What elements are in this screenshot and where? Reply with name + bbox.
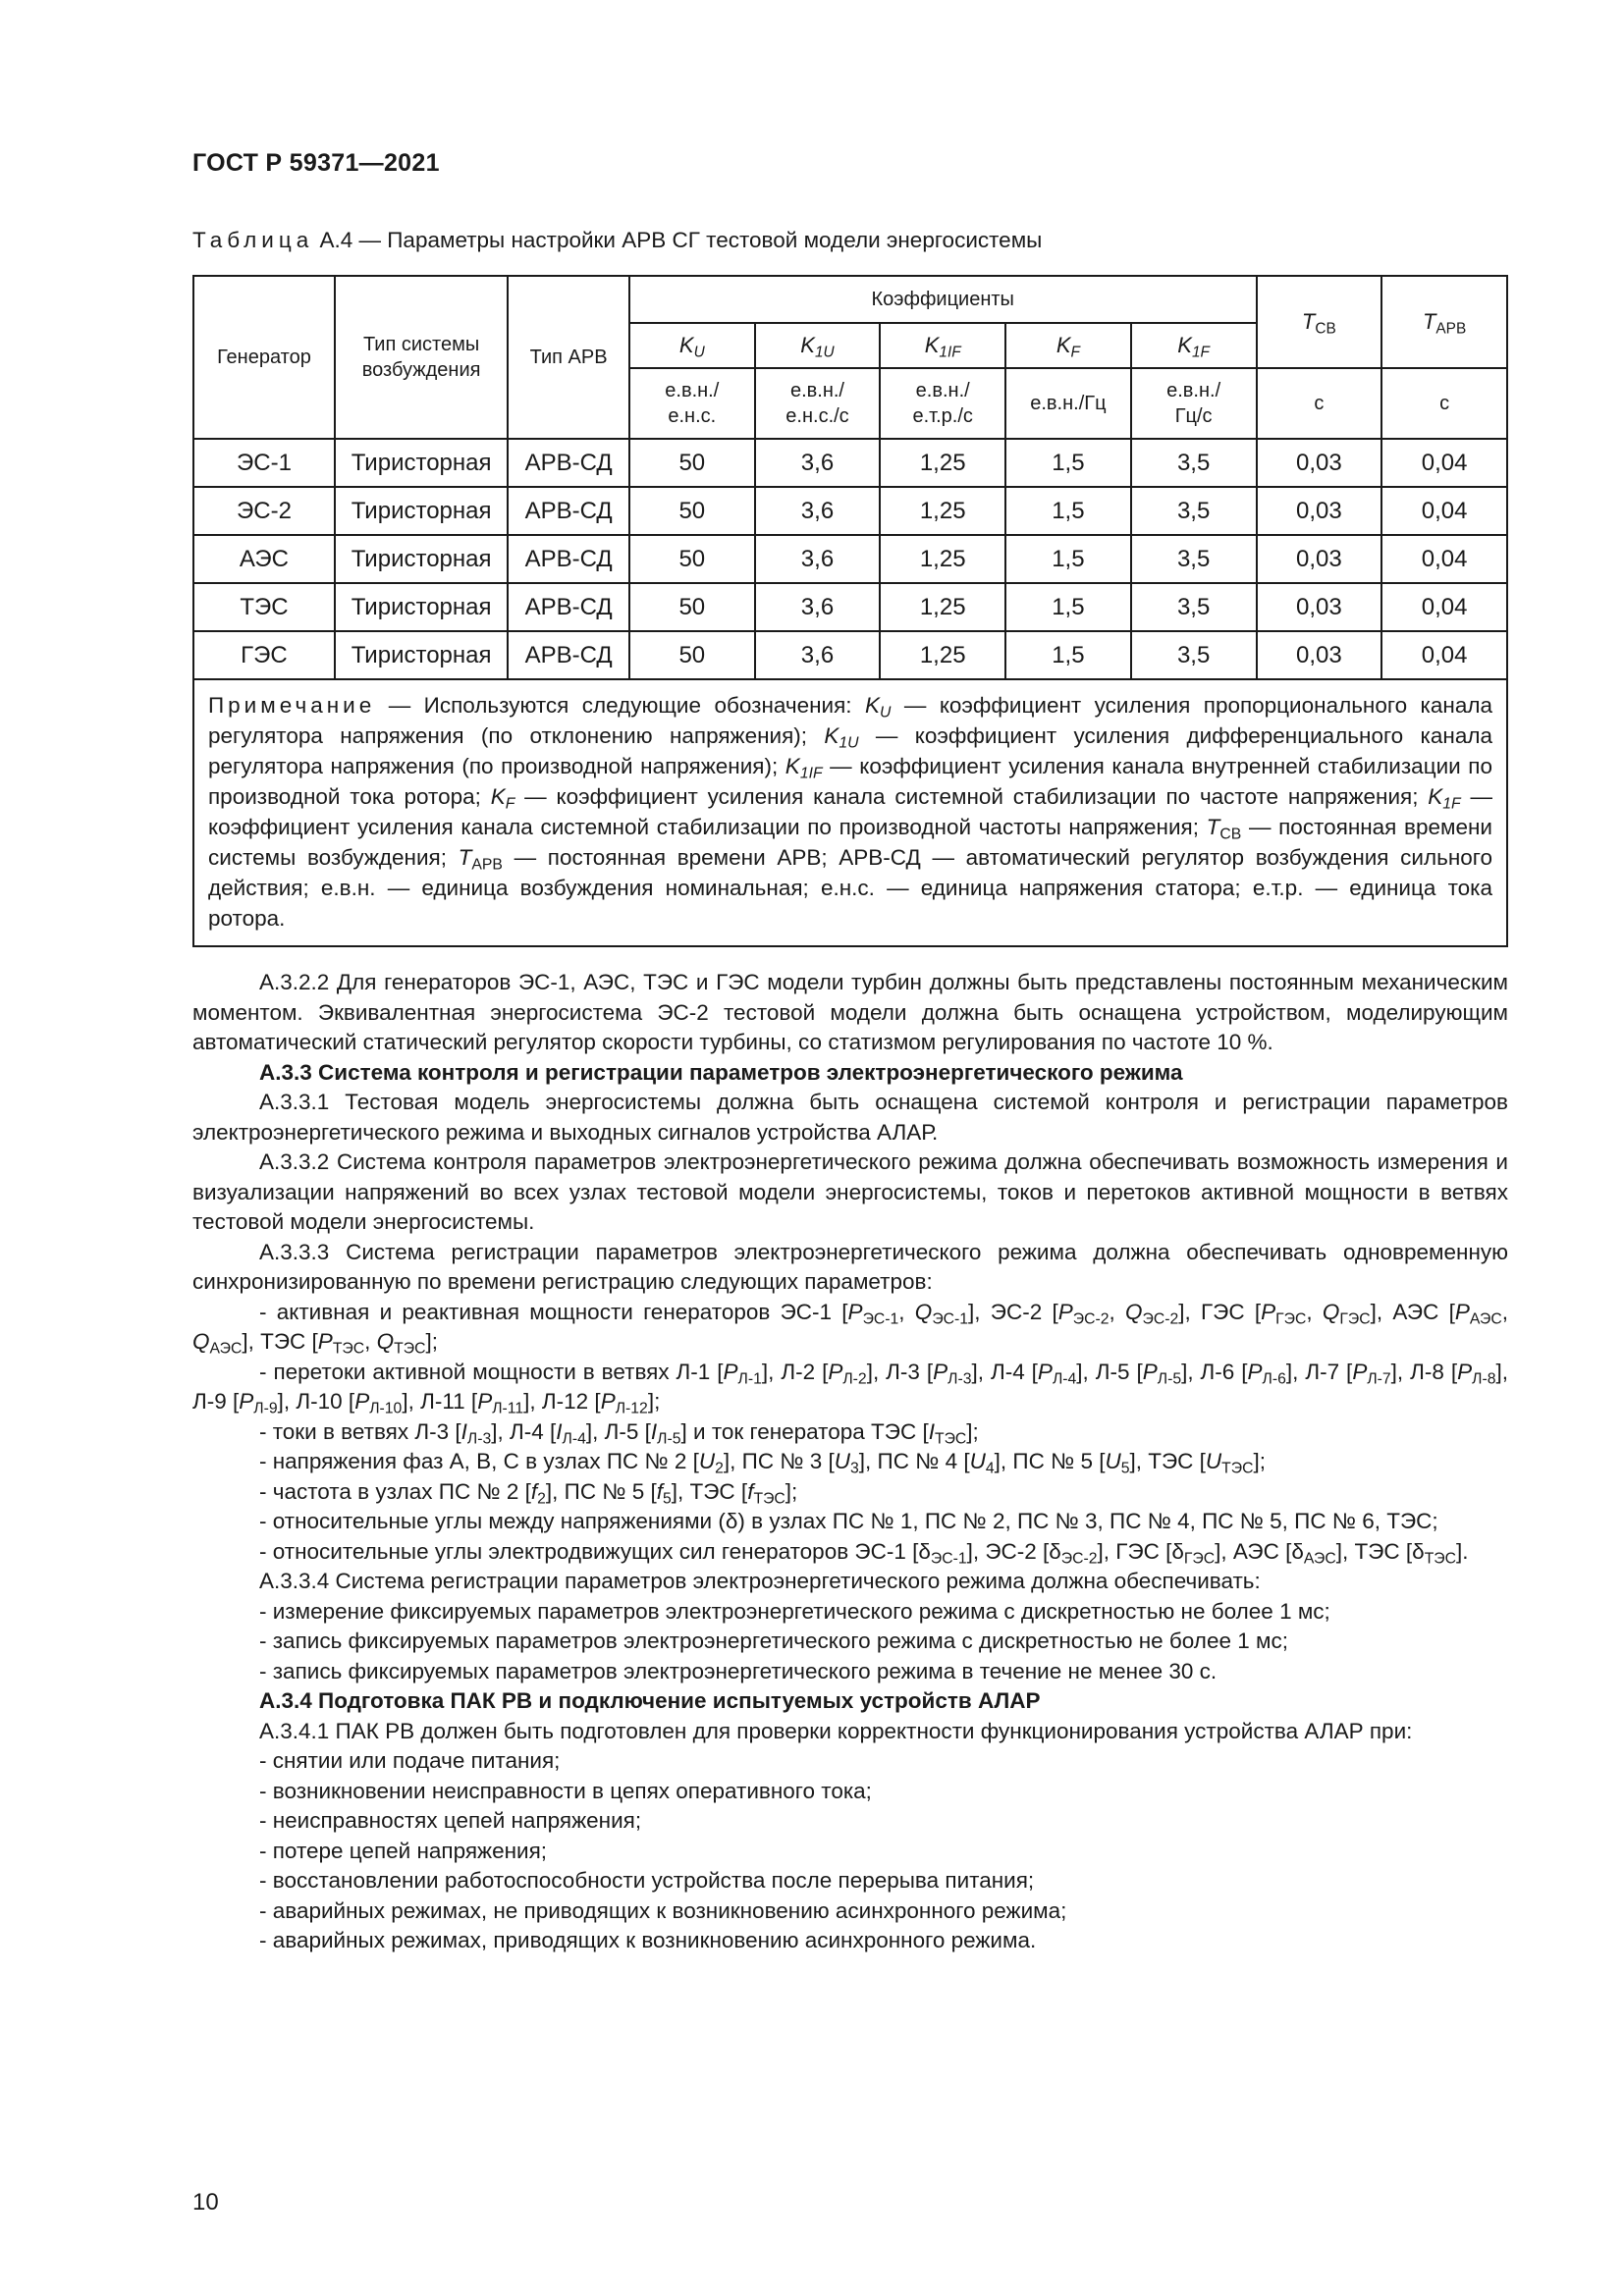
- list-item: - аварийных режимах, не приводящих к возникновению асинхронного режима;: [259, 1897, 1067, 1923]
- table-row: [193, 487, 1507, 535]
- table-cell: 3,6: [755, 583, 881, 631]
- body-text: [192, 968, 1508, 1956]
- paragraph-a334: А.3.3.4 Система регистрации параметров электроэнергетического режима должна обеспечивать:: [259, 1569, 1261, 1593]
- table-caption-label: Таблица: [192, 228, 314, 252]
- header-k-f: $K_F$: [1005, 323, 1131, 368]
- table-cell: 1,25: [880, 535, 1005, 583]
- paragraph-a322: А.3.2.2 Для генераторов ЭС-1, АЭС, ТЭС и ГЭС модели турбин должны быть представлены постоянным механическим моментом. Эквивалентная энергосистема ЭС-2 тестовой модели должна быть оснащена устройством, моделирующим автоматический статический регулятор скорости турбины, со статизмом регулирования по частоте 10 %.: [192, 970, 1508, 1054]
- paragraph-a333: А.3.3.3 Система регистрации параметров электроэнергетического режима должна обеспечивать одновременную синхронизированную по времени регистрацию следующих параметров:: [192, 1239, 1508, 1294]
- list-item: - токи в ветвях Л-3 $[I_{Л-3}]$, Л-4 $[I_{Л-4}]$, Л-5 $[I_{Л-5}]$ и ток генератора ТЭС $[I_{ТЭС}]$;: [259, 1418, 979, 1448]
- list-item: - запись фиксируемых параметров электроэнергетического режима в течение не менее 30 с.: [259, 1658, 1218, 1683]
- table-cell: 1,5: [1005, 487, 1131, 535]
- table-cell: 50: [629, 631, 755, 679]
- table-cell: 0,04: [1381, 487, 1507, 535]
- list-item: - частота в узлах ПС № 2 $[f_2]$, ПС № 5 $[f_5]$, ТЭС $[f_{ТЭС}]$;: [259, 1478, 798, 1508]
- table-caption-text: А.4 — Параметры настройки АРВ СГ тестовой модели энергосистемы: [313, 228, 1043, 252]
- list-item: - запись фиксируемых параметров электроэнергетического режима с дискретностью не более 1 мс;: [259, 1629, 1288, 1653]
- list-item: - напряжения фаз А, В, С в узлах ПС № 2 $[U_2]$, ПС № 3 $[U_3]$, ПС № 4 $[U_4]$, ПС № 5 $[U_5]$, ТЭС $[U_{ТЭС}]$;: [259, 1449, 1267, 1477]
- table-cell: Тиристорная: [335, 439, 508, 487]
- table-cell: 3,6: [755, 631, 881, 679]
- list-item: - перетоки активной мощности в ветвях Л-1 $[P_{Л-1}]$, Л-2 $[P_{Л-2}]$, Л-3 $[P_{Л-3}]$, Л-4 $[P_{Л-4}]$, Л-5 $[P_{Л-5}]$, Л-6 $[P_{Л-6}]$, Л-7 $[P_{Л-7}]$, Л-8 $[P_{Л-8}]$, Л-9 $[P_{Л-9}]$, Л-10 $[P_{Л-10}]$, Л-11 $[P_{Л-11}]$, Л-12 $[P_{Л-12}]$;: [192, 1359, 1508, 1417]
- list-item: - потере цепей напряжения;: [259, 1838, 548, 1863]
- header-k-1u: $K_{1U}$: [755, 323, 881, 368]
- table-cell: 3,5: [1131, 583, 1257, 631]
- table-cell: 1,5: [1005, 631, 1131, 679]
- table-cell: АРВ-СД: [508, 439, 629, 487]
- table-cell: Тиристорная: [335, 535, 508, 583]
- table-cell: 50: [629, 583, 755, 631]
- unit-cell: е.в.н./ е.т.р./с: [880, 368, 1005, 439]
- unit-cell: е.в.н./ е.н.с./с: [755, 368, 881, 439]
- table-note: Примечание — Используются следующие обозначения: $K_U$ — коэффициент усиления пропорционального канала регулятора напряжения (по отклонению напряжения); $K_{1U}$ — коэффициент усиления дифференциального канала регулятора напряжения (по производной напряжения); $K_{1IF}$ — коэффициент усиления канала внутренней стабилизации по производной тока ротора; $K_F$ — коэффициент усиления канала системной стабилизации по частоте напряжения; $K_{1F}$ — коэффициент усиления канала системной стабилизации по производной частоты напряжения; $T_{СВ}$ — постоянная времени системы возбуждения; $T_{АРВ}$ — постоянная времени АРВ; АРВ-СД — автоматический регулятор возбуждения сильного действия; е.в.н. — единица возбуждения номинальная; е.н.с. — единица напряжения статора; е.т.р. — единица тока ротора.: [193, 679, 1507, 946]
- list-item: - активная и реактивная мощности генераторов ЭС-1 [$P_{ЭС-1}$, $Q_{ЭС-1}$], ЭС-2 [$P_{ЭС-2}$, $Q_{ЭС-2}$], ГЭС [$P_{ГЭС}$, $Q_{ГЭС}$], АЭС [$P_{АЭС}$, $Q_{АЭС}$], ТЭС [$P_{ТЭС}$, $Q_{ТЭС}$];: [192, 1299, 1508, 1358]
- table-cell: 0,04: [1381, 439, 1507, 487]
- table-cell: 0,04: [1381, 535, 1507, 583]
- table-cell: Тиристорная: [335, 583, 508, 631]
- table-row: [193, 583, 1507, 631]
- table-cell: ЭС-1: [193, 439, 335, 487]
- note-label: Примечание: [208, 693, 376, 718]
- table-caption: [192, 228, 1042, 253]
- table-cell: 1,5: [1005, 583, 1131, 631]
- table-cell: АЭС: [193, 535, 335, 583]
- header-k-1f: $K_{1F}$: [1131, 323, 1257, 368]
- table-cell: АРВ-СД: [508, 535, 629, 583]
- header-k-1if: $K_{1IF}$: [880, 323, 1005, 368]
- page-number: 10: [192, 2189, 219, 2216]
- table-cell: 0,03: [1257, 487, 1382, 535]
- table-cell: 0,04: [1381, 583, 1507, 631]
- header-t-arv: $T_{АРВ}$: [1381, 276, 1507, 368]
- paragraph-a331: А.3.3.1 Тестовая модель энергосистемы должна быть оснащена системой контроля и регистрации параметров электроэнергетического режима и выходных сигналов устройства АЛАР.: [192, 1090, 1508, 1145]
- table-cell: 0,04: [1381, 631, 1507, 679]
- list-item: - аварийных режимах, приводящих к возникновению асинхронного режима.: [259, 1928, 1037, 1952]
- table-cell: 50: [629, 439, 755, 487]
- unit-cell: е.в.н./ е.н.с.: [629, 368, 755, 439]
- header-coefficients: Коэффициенты: [629, 276, 1257, 323]
- table-cell: ГЭС: [193, 631, 335, 679]
- header-arv-type: Тип АРВ: [508, 276, 629, 439]
- table-cell: Тиристорная: [335, 631, 508, 679]
- table-cell: 3,5: [1131, 535, 1257, 583]
- list-item: - возникновении неисправности в цепях оперативного тока;: [259, 1778, 872, 1803]
- table-cell: 1,5: [1005, 439, 1131, 487]
- unit-cell: е.в.н./ Гц/с: [1131, 368, 1257, 439]
- table-cell: ЭС-2: [193, 487, 335, 535]
- table-cell: 3,6: [755, 439, 881, 487]
- table-cell: 0,03: [1257, 583, 1382, 631]
- header-t-sv: $T_{СВ}$: [1257, 276, 1382, 368]
- table-cell: ТЭС: [193, 583, 335, 631]
- unit-cell: е.в.н./Гц: [1005, 368, 1131, 439]
- table-row: [193, 631, 1507, 679]
- table-cell: 1,25: [880, 583, 1005, 631]
- heading-a33: А.3.3 Система контроля и регистрации параметров электроэнергетического режима: [259, 1059, 1183, 1085]
- unit-cell: с: [1381, 368, 1507, 439]
- list-item: - относительные углы между напряжениями (δ) в узлах ПС № 1, ПС № 2, ПС № 3, ПС № 4, ПС № 5, ПС № 6, ТЭС;: [259, 1509, 1438, 1533]
- list-item: - неисправностях цепей напряжения;: [259, 1808, 642, 1833]
- document-header: ГОСТ Р 59371—2021: [192, 149, 440, 177]
- header-excitation-type: Тип системы возбуждения: [335, 276, 508, 439]
- table-cell: 1,25: [880, 439, 1005, 487]
- table-cell: 3,5: [1131, 487, 1257, 535]
- header-k-u: $K_U$: [629, 323, 755, 368]
- table-cell: АРВ-СД: [508, 487, 629, 535]
- unit-cell: с: [1257, 368, 1382, 439]
- table-row: [193, 439, 1507, 487]
- list-item: - измерение фиксируемых параметров электроэнергетического режима с дискретностью не более 1 мс;: [259, 1598, 1330, 1624]
- table-cell: 50: [629, 535, 755, 583]
- parameters-table: [192, 275, 1508, 947]
- table-cell: АРВ-СД: [508, 631, 629, 679]
- table-cell: 0,03: [1257, 631, 1382, 679]
- table-cell: 3,5: [1131, 439, 1257, 487]
- list-item: - относительные углы электродвижущих сил генераторов ЭС-1 $[\delta_{ЭС-1}]$, ЭС-2 $[\delta_{ЭС-2}]$, ГЭС $[\delta_{ГЭС}]$, АЭС $[\delta_{АЭС}]$, ТЭС $[\delta_{ТЭС}]$.: [259, 1538, 1469, 1568]
- table-cell: 1,5: [1005, 535, 1131, 583]
- table-row: [193, 535, 1507, 583]
- table-cell: 3,6: [755, 487, 881, 535]
- paragraph-a341: А.3.4.1 ПАК РВ должен быть подготовлен для проверки корректности функционирования устройства АЛАР при:: [259, 1718, 1413, 1743]
- table-cell: 50: [629, 487, 755, 535]
- list-item: - снятии или подаче питания;: [259, 1748, 561, 1773]
- table-cell: 3,6: [755, 535, 881, 583]
- paragraph-a332: А.3.3.2 Система контроля параметров электроэнергетического режима должна обеспечивать возможность измерения и визуализации напряжений во всех узлах тестовой модели энергосистемы, токов и перетоков активной мощности в ветвях тестовой модели энергосистемы.: [192, 1149, 1508, 1234]
- table-cell: 0,03: [1257, 535, 1382, 583]
- list-item: - восстановлении работоспособности устройства после перерыва питания;: [259, 1868, 1035, 1893]
- table-cell: АРВ-СД: [508, 583, 629, 631]
- heading-a34: А.3.4 Подготовка ПАК РВ и подключение испытуемых устройств АЛАР: [259, 1688, 1041, 1713]
- table-cell: 3,5: [1131, 631, 1257, 679]
- header-generator: Генератор: [193, 276, 335, 439]
- table-cell: Тиристорная: [335, 487, 508, 535]
- table-cell: 0,03: [1257, 439, 1382, 487]
- table-cell: 1,25: [880, 631, 1005, 679]
- table-cell: 1,25: [880, 487, 1005, 535]
